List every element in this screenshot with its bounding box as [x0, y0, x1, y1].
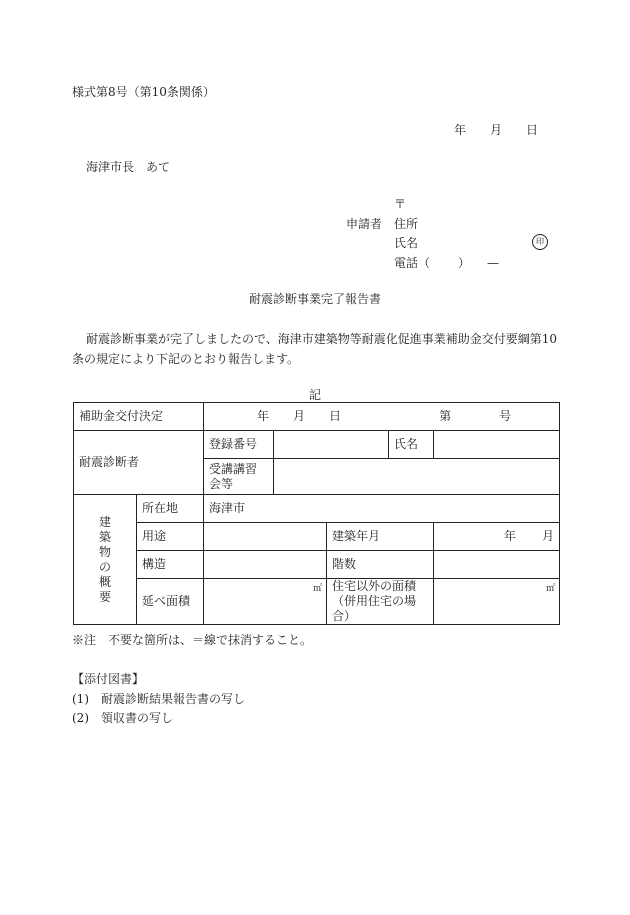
non-residential-area-sub: （併用住宅の場合） [332, 594, 417, 623]
built-month: 月 [542, 529, 555, 543]
overview-char: 要 [98, 589, 111, 604]
non-residential-area-label [327, 579, 434, 625]
floors-field[interactable] [434, 551, 560, 579]
building-overview-label [74, 495, 137, 625]
decision-month: 月 [293, 409, 306, 423]
area-unit: ㎡ [313, 584, 323, 594]
use-label: 用途 [137, 523, 204, 551]
decision-year: 年 [257, 409, 270, 423]
decision-row [74, 403, 560, 431]
use-field[interactable] [204, 523, 327, 551]
attachments-heading: 【添付図書】 [72, 672, 145, 686]
applicant-label: 申請者 [346, 217, 383, 231]
floor-area-field[interactable] [204, 579, 327, 625]
addressee: 海津市長 あて [86, 160, 171, 174]
attachment-item: (2) 領収書の写し [72, 711, 173, 725]
body-text [72, 329, 562, 369]
tel-close: ） [458, 256, 471, 270]
structure-label: 構造 [137, 551, 204, 579]
postal-mark: 〒 [394, 197, 407, 211]
built-year: 年 [504, 529, 517, 543]
course-field[interactable] [274, 459, 560, 495]
report-table [73, 402, 560, 625]
note: ※注 不要な箇所は、＝線で抹消すること。 [72, 633, 313, 647]
document-title: 耐震診断事業完了報告書 [248, 292, 381, 306]
diagnostician-label: 耐震診断者 [74, 431, 204, 495]
date-day-label: 日 [526, 123, 539, 137]
area-row [74, 579, 560, 625]
registration-number-label: 登録番号 [204, 431, 274, 459]
name-label: 氏名 [394, 236, 419, 250]
course-label: 受講講習会等 [204, 459, 274, 495]
structure-field[interactable] [204, 551, 327, 579]
ki-heading: 記 [308, 388, 321, 402]
location-row [74, 495, 560, 523]
overview-char: 物 [98, 544, 111, 559]
area-unit: ㎡ [546, 584, 556, 594]
built-date-label: 建築年月 [327, 523, 434, 551]
overview-char: 築 [98, 529, 111, 544]
overview-char: 概 [98, 574, 111, 589]
diagnostician-name-label: 氏名 [389, 431, 434, 459]
diagnostician-name-field[interactable] [434, 431, 560, 459]
tel-dash: — [487, 256, 499, 270]
date-year-label: 年 [454, 123, 467, 137]
built-date-field[interactable] [434, 523, 560, 551]
non-residential-area-main: 住宅以外の面積 [332, 579, 417, 593]
use-row [74, 523, 560, 551]
decision-value-cell[interactable] [204, 403, 560, 431]
location-value: 海津市 [209, 501, 246, 515]
decision-label: 補助金交付決定 [74, 403, 204, 431]
overview-char: の [98, 559, 111, 574]
non-residential-area-field[interactable] [434, 579, 560, 625]
floors-label: 階数 [327, 551, 434, 579]
registration-number-field[interactable] [274, 431, 389, 459]
decision-day: 日 [329, 409, 342, 423]
location-label: 所在地 [137, 495, 204, 523]
seal-mark: 印 [532, 234, 548, 250]
floor-area-label: 延べ面積 [137, 579, 204, 625]
location-field[interactable] [204, 495, 560, 523]
attachment-item: (1) 耐震診断結果報告書の写し [72, 692, 245, 706]
body-paragraph: 耐震診断事業が完了しましたので、海津市建築物等耐震化促進事業補助金交付要綱第10条の規定により下記のとおり報告します。 [72, 332, 558, 366]
structure-row [74, 551, 560, 579]
address-label: 住所 [394, 217, 419, 231]
overview-char: 建 [98, 514, 111, 529]
tel-label: 電話（ [394, 256, 431, 270]
decision-number-prefix: 第 [439, 409, 452, 423]
form-number: 様式第8号（第10条関係） [72, 85, 215, 99]
diagnostician-row-1 [74, 431, 560, 459]
date-month-label: 月 [490, 123, 503, 137]
decision-number-suffix: 号 [499, 409, 512, 423]
